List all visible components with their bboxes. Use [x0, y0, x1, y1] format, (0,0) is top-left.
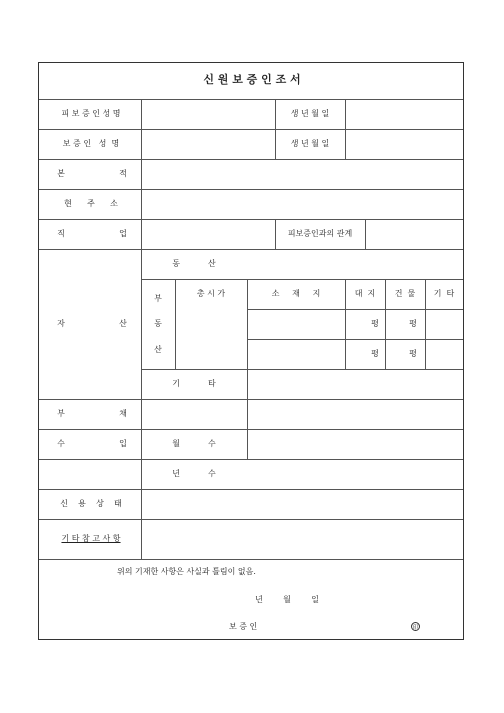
land-header: 대 지 [354, 289, 376, 298]
seal-text: 印 [412, 624, 419, 631]
row-divider [39, 429, 463, 430]
income-label-ip: 입 [119, 439, 127, 448]
row-divider [39, 249, 463, 250]
pyeong-unit: 평 [409, 349, 417, 358]
col-divider [365, 219, 366, 249]
occupation-label-jik: 직 [57, 229, 65, 238]
guarantor-name-label: 보 증 인 성 명 [62, 139, 120, 148]
date-line: 년 월 일 [255, 595, 319, 604]
row-divider [39, 559, 463, 560]
domicile-label-bon: 본 [57, 169, 65, 178]
credit-status-label: 신 용 상 태 [60, 499, 122, 508]
real-estate-label-dong: 동 [154, 319, 162, 328]
debt-label-bu: 부 [57, 409, 65, 418]
address-label: 현 주 소 [64, 199, 118, 208]
row-divider [39, 99, 463, 100]
col-divider [425, 279, 426, 369]
guaranteed-name-label: 피 보 증 인 성 명 [61, 109, 121, 118]
row-divider [39, 489, 463, 490]
movable-property-label: 동 산 [172, 259, 216, 268]
occupation-label-eop: 업 [119, 229, 127, 238]
debt-label-chae: 채 [119, 409, 127, 418]
col-divider [141, 99, 142, 559]
row-divider [39, 159, 463, 160]
row-divider [141, 369, 463, 370]
domicile-label-gyeok: 적 [119, 169, 127, 178]
asset-label-san: 산 [119, 319, 127, 328]
birth-date-label-1: 생 년 월 일 [290, 109, 330, 118]
building-header: 건 물 [394, 289, 416, 298]
income-label-su: 수 [57, 439, 65, 448]
col-divider [275, 99, 276, 159]
row-divider [39, 519, 463, 520]
row-divider [39, 219, 463, 220]
real-estate-label-san: 산 [154, 345, 162, 354]
yearly-income-label: 년 수 [172, 469, 216, 478]
col-divider [345, 99, 346, 159]
col-divider [275, 219, 276, 249]
asset-label-ja: 자 [57, 319, 65, 328]
relation-label: 피보증인과의 관계 [287, 229, 353, 238]
pyeong-unit: 평 [371, 349, 379, 358]
monthly-income-label: 월 수 [172, 439, 216, 448]
row-divider [39, 459, 463, 460]
col-divider [175, 279, 176, 369]
col-divider [385, 279, 386, 369]
pyeong-unit: 평 [371, 319, 379, 328]
birth-date-label-2: 생 년 월 일 [290, 139, 330, 148]
pyeong-unit: 평 [409, 319, 417, 328]
statement-text: 위의 기재한 사항은 사실과 틀림이 없음. [117, 567, 256, 576]
col-divider [345, 279, 346, 369]
real-estate-label-bu: 부 [154, 294, 162, 303]
seal-mark [411, 622, 420, 631]
location-header: 소 재 지 [271, 289, 321, 298]
other-asset-label: 기 타 [172, 379, 216, 388]
row-divider [141, 279, 463, 280]
other-header: 기 타 [433, 289, 455, 298]
guarantor-signature-label: 보 증 인 [229, 622, 258, 631]
row-divider [247, 309, 463, 310]
row-divider [39, 189, 463, 190]
col-divider [247, 279, 248, 459]
total-value-header: 총 시 가 [196, 289, 226, 298]
guarantor-form [38, 62, 464, 640]
other-notes-label: 기 타 참 고 사 항 [61, 534, 121, 543]
row-divider [39, 129, 463, 130]
row-divider [247, 339, 463, 340]
form-title: 신 원 보 증 인 조 서 [203, 73, 301, 86]
row-divider [39, 399, 463, 400]
